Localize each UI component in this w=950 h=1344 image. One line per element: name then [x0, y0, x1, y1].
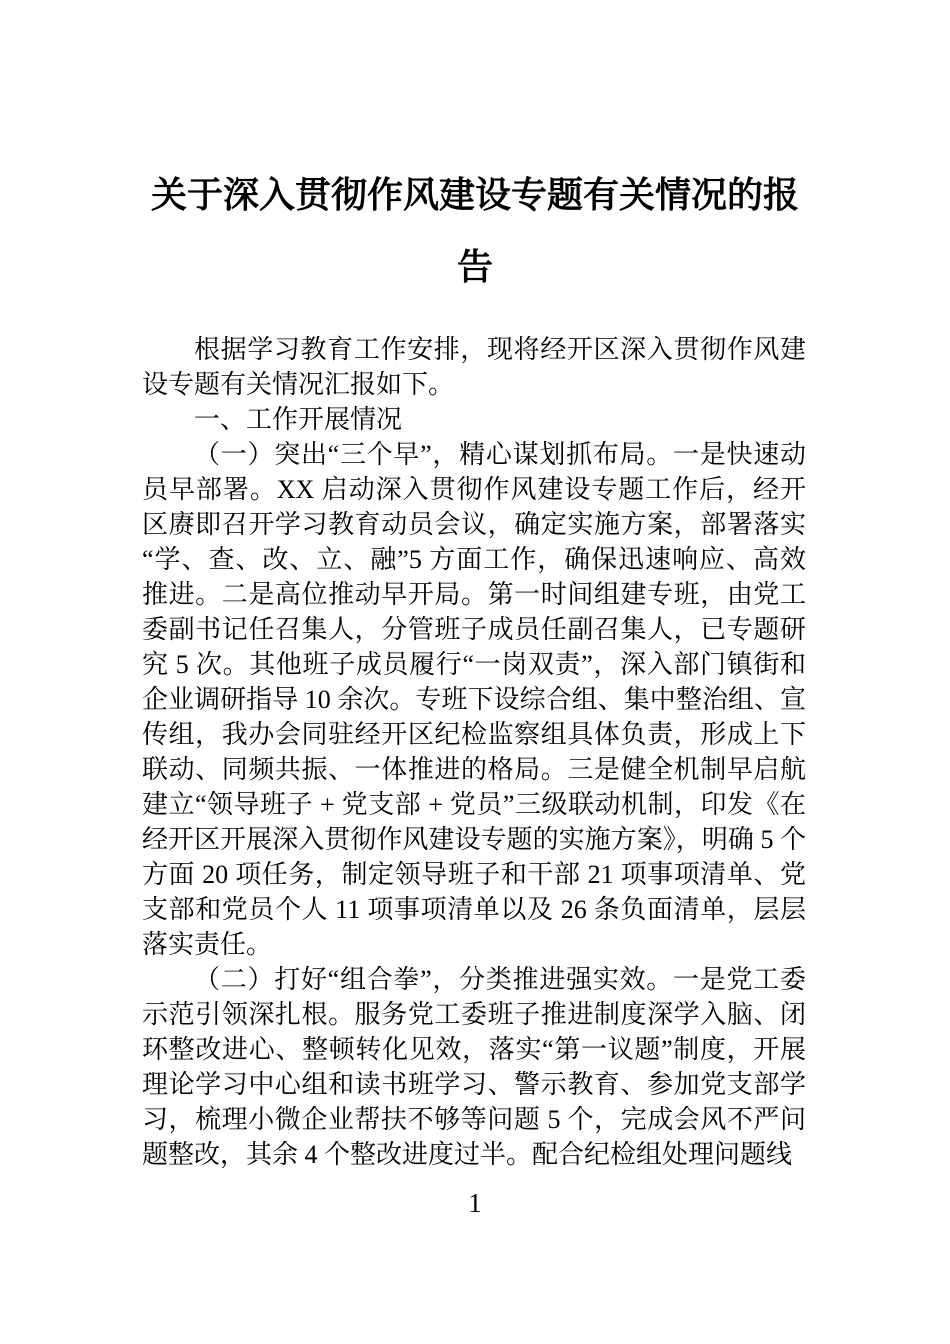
document-body: [142, 332, 806, 1172]
paragraph-section-1-1: （一）突出“三个早”，精心谋划抓布局。一是快速动员早部署。XX 启动深入贯彻作风建设专题工作后，经开区赓即召开学习教育动员会议，确定实施方案，部署落实“学、查、改、立、融”5 方面工作，确保迅速响应、高效推进。二是高位推动早开局。第一时间组建专班，由党工委副书记任召集人，分管班子成员任副召集人，已专题研究 5 次。其他班子成员履行“一岗双责”，深入部门镇街和企业调研指导 10 余次。专班下设综合组、集中整治组、宣传组，我办会同驻经开区纪检监察组具体负责，形成上下联动、同频共振、一体推进的格局。三是健全机制早启航建立“领导班子 + 党支部 + 党员”三级联动机制，印发《在经开区开展深入贯彻作风建设专题的实施方案》，明确 5 个方面 20 项任务，制定领导班子和干部 21 项事项清单、党支部和党员个人 11 项事项清单以及 26 条负面清单，层层落实责任。: [142, 440, 806, 959]
page-number: 1: [468, 1188, 482, 1218]
section-heading-1: 一、工作开展情况: [194, 405, 403, 434]
paragraph-intro: 根据学习教育工作安排，现将经开区深入贯彻作风建设专题有关情况汇报如下。: [142, 335, 806, 399]
document-title: 关于深入贯彻作风建设专题有关情况的报告: [150, 174, 799, 287]
paragraph-section-1-2: （二）打好“组合拳”，分类推进强实效。一是党工委示范引领深扎根。服务党工委班子推进制度深学入脑、闭环整改进心、整顿转化见效，落实“第一议题”制度，开展理论学习中心组和读书班学习、警示教育、参加党支部学习，梳理小微企业帮扶不够等问题 5 个，完成会风不严问题整改，其余 4 个整改进度过半。配合纪检组处理问题线: [142, 965, 806, 1169]
